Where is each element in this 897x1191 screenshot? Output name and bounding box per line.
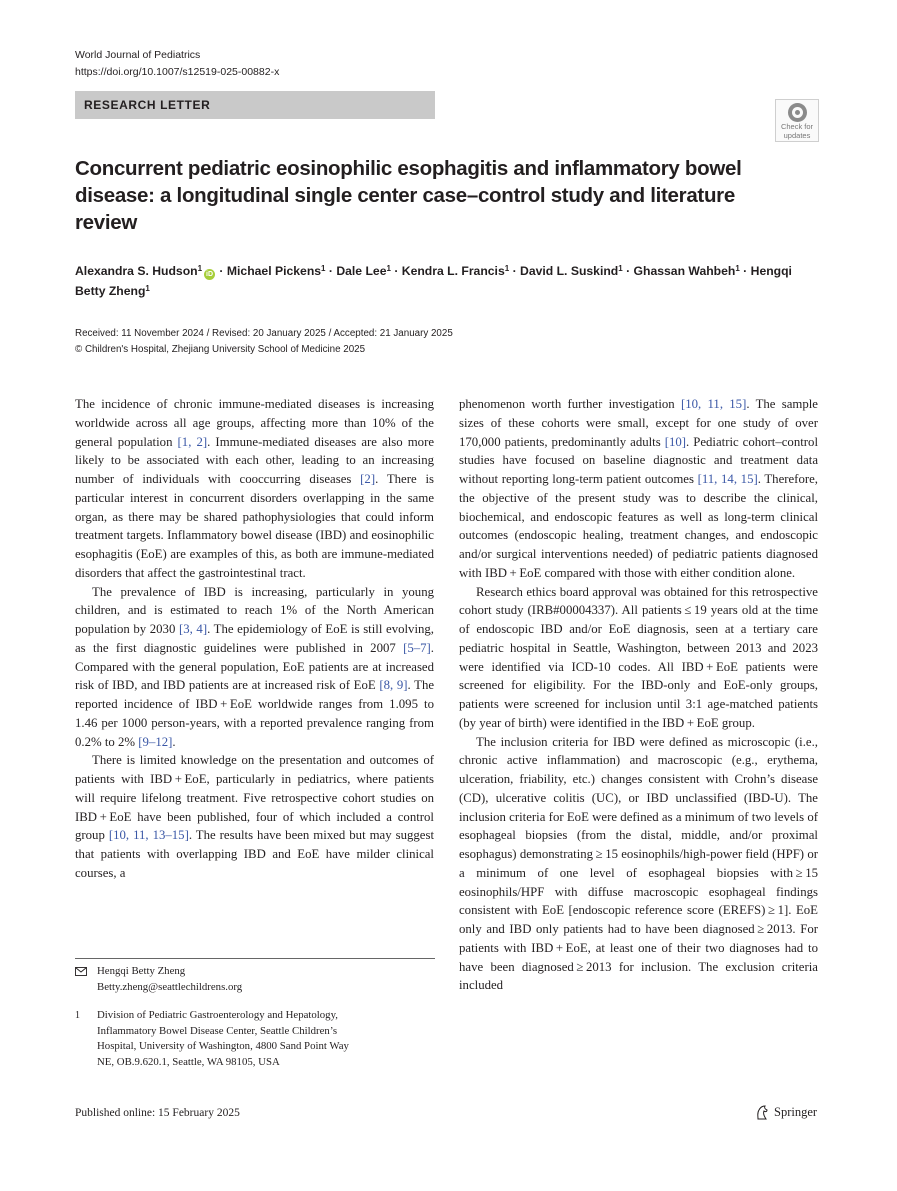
- citation-link[interactable]: [1, 2]: [177, 434, 208, 449]
- check-for-updates-label: Check for updates: [780, 122, 814, 140]
- author-name: Kendra L. Francis: [401, 264, 505, 278]
- affiliation-marker: 1: [75, 1010, 80, 1021]
- author[interactable]: [634, 264, 740, 278]
- body-text: The inclusion criteria for IBD were defined as microscopic (i.e., chronic active inflammation) and macroscopic (e.g., erythema, ulceration, friability, etc.) changes consistent with Crohn’s disease (CD), ulcerative colitis (UC), or IBD unclassified (IBD-U). The inclusion criteria for EoE were defined as a minimum of two levels of esophageal biopsies (from the distal, middle, and/or proximal esophagus) demonstrating ≥ 15 eosinophils/high-power field (HPF) or a minimum of one level of esophageal biopsies with ≥ 15 eosinophils/HPF with diffuse macroscopic esophageal findings consistent with EoE [endoscopic reference score (EREFS) ≥ 1]. EoE only and IBD only patients had to have been diagnosed ≥ 2013. For patients with IBD + EoE, at least one of their two diagnoses had to have been diagnosed ≥ 2013 for inclusion. The exclusion criteria included: [459, 734, 818, 993]
- author[interactable]: [75, 264, 216, 278]
- section-banner: [75, 91, 435, 119]
- history-dates: Received: 11 November 2024 / Revised: 20 January 2025 / Accepted: 21 January 2025: [75, 328, 453, 339]
- affiliation-line: NE, OB.9.620.1, Seattle, WA 98105, USA: [97, 1055, 280, 1068]
- author-separator: ·: [216, 264, 227, 278]
- body-text: Research ethics board approval was obtained for this retrospective cohort study (IRB#00004337). All patients ≤ 19 years old at the time of endoscopic IBD and/or EoE diagnosis, seen at a tertiary care pediatric hospital in Seattle, Washington, between 2013 and 2023 were identified via ICD-10 codes. All IBD + EoE patients were screened for eligibility. For the IBD-only and EoE-only groups, patients were screened for inclusion until 3:1 age-matched patients (by year of birth) were identified in the IBD + EoE group.: [459, 584, 818, 730]
- citation-link[interactable]: [10, 11, 15]: [680, 397, 747, 411]
- author[interactable]: [336, 264, 391, 278]
- author[interactable]: [402, 264, 509, 278]
- journal-name: World Journal of Pediatrics: [75, 49, 201, 61]
- author[interactable]: [520, 264, 623, 278]
- author-affiliation-mark: 1: [504, 264, 510, 273]
- journal-header: [75, 47, 279, 81]
- citation-link[interactable]: [8, 9]: [379, 678, 408, 693]
- author-separator: ·: [509, 264, 521, 278]
- body-text: . The epidemiology of EoE is still evolving, as the first diagnostic guidelines were published in 2007: [75, 622, 434, 655]
- envelope-icon: [75, 964, 87, 982]
- body-text: The incidence of chronic immune-mediated diseases is increasing worldwide across all age groups, affecting more than 10% of the general population: [75, 397, 434, 449]
- citation-link[interactable]: [3, 4]: [178, 622, 208, 636]
- citation-link[interactable]: [10, 11, 13–15]: [108, 828, 189, 843]
- body-text: . Therefore, the objective of the present study was to describe the clinical, biochemical, and endoscopic features as well as long-term clinical outcomes (endoscopic healing, treatment changes, and endoscopic and/or surgical interventions needed) of pediatric patients diagnosed with IBD + EoE compared with those with either condition alone.: [459, 472, 818, 580]
- author-list: [75, 261, 820, 301]
- body-text: . The sample sizes of these cohorts were small, except for one study of over 170,000 patients, predominantly adults: [459, 397, 818, 449]
- citation-link[interactable]: [10]: [664, 434, 687, 449]
- author-affiliation-mark: 1: [145, 284, 150, 293]
- body-paragraph: [75, 583, 434, 752]
- author-affiliation-mark: 1: [618, 264, 623, 273]
- author-name: Alexandra S. Hudson: [75, 264, 198, 278]
- author-separator: ·: [622, 264, 634, 278]
- author-affiliation-mark: 1: [735, 264, 740, 273]
- affiliation-line: Division of Pediatric Gastroenterology and Hepatology,: [97, 1009, 338, 1021]
- body-text: . Pediatric cohort–control studies have focused on baseline diagnostic and treatment data without reporting long-term patient outcomes: [459, 434, 819, 486]
- footnote-divider: [75, 958, 435, 959]
- author-separator: ·: [325, 264, 337, 278]
- doi-link[interactable]: https://doi.org/10.1007/s12519-025-00882-x: [75, 66, 280, 78]
- body-paragraph: [75, 395, 434, 583]
- body-text: . Compared with the general population, EoE patients are at increased risk of IBD, and IBD patients are at increased risk of EoE: [75, 640, 434, 693]
- body-text: There is limited knowledge on the presentation and outcomes of patients with IBD + EoE, particularly in pediatrics, where patients will require lifelong treatment. Five retrospective cohort studies on IBD + EoE have been published, four of which included a control group: [75, 753, 434, 843]
- contact-name: Hengqi Betty Zheng: [97, 965, 186, 977]
- body-text: .: [172, 734, 176, 749]
- body-text: phenomenon worth further investigation: [459, 397, 681, 411]
- citation-link[interactable]: [2]: [360, 472, 376, 486]
- author-affiliation-mark: 1: [386, 264, 391, 273]
- author-name: David L. Suskind: [520, 264, 619, 278]
- author-separator: ·: [390, 264, 402, 278]
- author-name: Ghassan Wahbeh: [633, 264, 736, 278]
- body-column-right: [459, 395, 818, 995]
- body-text: . The results have been mixed but may suggest that patients with overlapping IBD and EoE have milder clinical courses, a: [75, 828, 435, 880]
- citation-link[interactable]: [5–7]: [403, 640, 431, 655]
- orcid-icon[interactable]: iD: [206, 271, 214, 278]
- article-title: Concurrent pediatric eosinophilic esophagitis and inflammatory bowel disease: a longitudinal single center case–control study and literature review: [75, 157, 742, 234]
- body-paragraph: [75, 751, 434, 882]
- body-text: The prevalence of IBD is increasing, particularly in young children, and is estimated to reach 1% of the North American population by 2030: [75, 584, 434, 636]
- author-name: Dale Lee: [336, 264, 387, 278]
- author-name: Michael Pickens: [226, 264, 322, 278]
- citation-link[interactable]: [11, 14, 15]: [697, 472, 758, 486]
- affiliation-line: Hospital, University of Washington, 4800 Sand Point Way: [97, 1040, 349, 1052]
- check-for-updates-badge[interactable]: [775, 99, 819, 142]
- body-text: . Immune-mediated diseases are also more likely to be associated with each other, leading to an increasing number of individuals with cooccurring diseases: [75, 434, 435, 486]
- author-name: Hengqi Betty Zheng: [75, 264, 792, 298]
- body-paragraph: [459, 583, 818, 733]
- published-online: Published online: 15 February 2025: [75, 1107, 240, 1119]
- body-paragraph: [459, 395, 818, 583]
- affiliation-line: Inflammatory Bowel Disease Center, Seattle Children’s: [97, 1024, 338, 1037]
- body-column-left: [75, 395, 434, 883]
- author-affiliation-mark: 1: [197, 264, 203, 273]
- body-text: . The reported incidence of IBD + EoE worldwide ranges from 1.095 to 1.46 per 1000 person-years, with a reported prevalence ranging from 0.2% to 2%: [75, 678, 435, 749]
- body-text: . There is particular interest in concurrent disorders overlapping in the same organ, as there may be shared pathophysiologies that could inform treatment targets. Inflammatory bowel disease (IBD) and eosinophilic esophagitis (EoE) are examples of this, as both are immune-mediated disorders that affect the gastrointestinal tract.: [75, 472, 434, 580]
- article-dates: [75, 326, 453, 358]
- publisher-name: Springer: [774, 1105, 818, 1119]
- body-paragraph: [459, 733, 818, 996]
- author[interactable]: [227, 264, 326, 278]
- springer-horse-icon: [755, 1105, 769, 1120]
- crossmark-icon: [788, 103, 807, 122]
- citation-link[interactable]: [9–12]: [138, 734, 173, 749]
- section-label: RESEARCH LETTER: [84, 98, 211, 112]
- author-separator: ·: [739, 264, 751, 278]
- publisher-logo: [755, 1105, 817, 1120]
- contact-email[interactable]: Betty.zheng@seattlechildrens.org: [97, 980, 243, 993]
- copyright-line: © Children's Hospital, Zhejiang University School of Medicine 2025: [75, 344, 366, 355]
- author-affiliation-mark: 1: [321, 264, 326, 273]
